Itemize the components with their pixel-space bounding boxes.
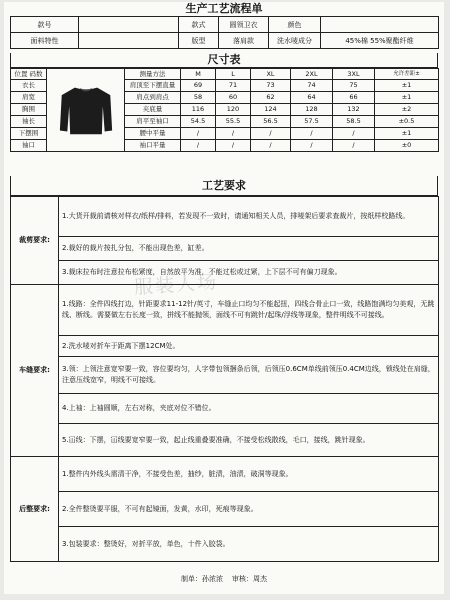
row-value: / xyxy=(333,140,375,152)
style-no-value xyxy=(79,17,179,33)
style-no-label: 款号 xyxy=(11,17,79,33)
maker-label: 制单： xyxy=(181,575,203,583)
row-value: 128 xyxy=(291,104,333,116)
row-value: 75 xyxy=(333,80,375,92)
style-label: 款式 xyxy=(179,17,219,33)
size-col-2xl: 2XL xyxy=(291,69,333,80)
requirement-item: 3.包装要求：整烫好，对折平放，单色，十件入胶袋。 xyxy=(59,527,439,562)
requirement-item: 4.上袖：上袖圆顺，左右对称，夹底对位不错位。 xyxy=(59,394,439,424)
row-value: 57.5 xyxy=(291,116,333,128)
row-value: / xyxy=(181,140,216,152)
row-value: / xyxy=(181,128,216,140)
style-value: 圆领卫衣 xyxy=(219,17,269,33)
corner-left-label: 位置 xyxy=(14,69,28,78)
row-value: 74 xyxy=(291,80,333,92)
requirement-item: 2.洗水唛对折车于距离下摆12CM处。 xyxy=(59,336,439,357)
row-tolerance: ±1 xyxy=(375,80,439,92)
row-value: 58.5 xyxy=(333,116,375,128)
row-method: 袖口平量 xyxy=(125,140,181,152)
fit-label: 版型 xyxy=(179,33,219,49)
requirement-item: 1.大货开裁前请核对样衣/纸样/排料，若发现不一致时，请通知相关人员，排唛架后要求查裁片，按纸样校路线。 xyxy=(59,197,439,237)
row-value: / xyxy=(251,140,291,152)
row-tolerance: ±2 xyxy=(375,104,439,116)
reviewer-label: 审核： xyxy=(231,575,253,583)
cutting-category: 裁剪要求: xyxy=(11,197,59,285)
row-part: 肩宽 xyxy=(11,92,47,104)
row-method: 肩顶至下摆直量 xyxy=(125,80,181,92)
row-value: / xyxy=(291,140,333,152)
maker-name: 孙浓浓 xyxy=(202,575,224,583)
garment-image-cell xyxy=(47,69,125,152)
requirement-item: 3.裁床拉布时注意拉布松紧度，自然放平为准，不能过松或过紧，上下层不可有偏刀现象。 xyxy=(59,261,439,285)
row-value: 55.5 xyxy=(216,116,251,128)
row-value: / xyxy=(291,128,333,140)
requirements-heading: 工艺要求 xyxy=(10,176,438,196)
row-value: / xyxy=(216,140,251,152)
row-value: 132 xyxy=(333,104,375,116)
row-part: 袖长 xyxy=(11,116,47,128)
row-value: 54.5 xyxy=(181,116,216,128)
requirement-item: 5.冚线：下摆，冚线要宽窄要一致，起止线重叠要准确，不接受松线散线，毛口，接线，跳针现象。 xyxy=(59,424,439,457)
row-part: 袖口 xyxy=(11,140,47,152)
row-method: 肩点到肩点 xyxy=(125,92,181,104)
requirement-item: 1.整件内外线头需清干净，不接受色差，抽纱，脏渍，油渍，破洞等现象。 xyxy=(59,457,439,492)
info-table xyxy=(10,16,439,49)
row-value: 124 xyxy=(251,104,291,116)
row-value: / xyxy=(333,128,375,140)
row-tolerance: ±1 xyxy=(375,128,439,140)
size-col-l: L xyxy=(216,69,251,80)
row-method: 腰中平量 xyxy=(125,128,181,140)
row-value: / xyxy=(216,128,251,140)
color-label: 颜色 xyxy=(269,17,321,33)
requirement-item: 2.全件整烫要平服，不可有起镜面，发黄，水印，死痕等现象。 xyxy=(59,492,439,527)
row-value: 69 xyxy=(181,80,216,92)
tolerance-label: 允许差距± xyxy=(375,69,439,80)
requirement-item: 3.领：上领注意宽窄要一致，容位要均匀，人字带包领捆条后领，后领压0.6CM单线前领压0.4CM边线，锁线处在肩缝，注意压线宽窄，明线不可接线。 xyxy=(59,357,439,394)
requirement-item: 1.线路：全件四线打边，针距要求11-12针/英寸，车缝止口均匀不能起扭，四线合骨止口一致，线路饱满均匀美观，无跳线、断线。需要做左右长度一致，拼线不能抛领，面线不可有跳针/起珠/浮线等现象，整件明线不可接线。 xyxy=(59,285,439,336)
row-value: 66 xyxy=(333,92,375,104)
fabric-value xyxy=(79,33,179,49)
requirement-item: 2.裁好的裁片按扎分包，不能出现色差，缸差。 xyxy=(59,237,439,261)
size-col-3xl: 3XL xyxy=(333,69,375,80)
row-value: 56.5 xyxy=(251,116,291,128)
row-value: 73 xyxy=(251,80,291,92)
row-value: 120 xyxy=(216,104,251,116)
size-table xyxy=(10,68,439,152)
row-value: 116 xyxy=(181,104,216,116)
row-value: 71 xyxy=(216,80,251,92)
row-value: 58 xyxy=(181,92,216,104)
fabric-label: 面料特性 xyxy=(11,33,79,49)
row-tolerance: ±1 xyxy=(375,92,439,104)
sweatshirt-illustration xyxy=(58,81,114,139)
wash-value: 45%棉 55%聚酯纤维 xyxy=(321,33,439,49)
corner-right-label: 码数 xyxy=(29,69,43,78)
reviewer-name: 周杰 xyxy=(252,575,267,583)
method-label: 测量方法 xyxy=(125,69,181,80)
row-value: 60 xyxy=(216,92,251,104)
size-col-xl: XL xyxy=(251,69,291,80)
row-method: 夹底量 xyxy=(125,104,181,116)
process-sheet xyxy=(4,2,444,594)
row-tolerance: ±0 xyxy=(375,140,439,152)
row-value: / xyxy=(251,128,291,140)
footer xyxy=(4,574,444,584)
size-corner-cell xyxy=(11,69,47,80)
row-part: 胸围 xyxy=(11,104,47,116)
color-value xyxy=(321,17,439,33)
size-table-heading: 尺寸表 xyxy=(10,53,438,68)
sheet-title: 生产工艺流程单 xyxy=(185,2,263,15)
wash-label: 洗水唛成分 xyxy=(269,33,321,49)
row-part: 下摆围 xyxy=(11,128,47,140)
fit-value: 落肩款 xyxy=(219,33,269,49)
requirements-table xyxy=(10,196,439,562)
finishing-category: 后整要求: xyxy=(11,457,59,562)
row-tolerance: ±0.5 xyxy=(375,116,439,128)
watermark: 服装人场 xyxy=(133,271,219,299)
sewing-category: 车缝要求: xyxy=(11,285,59,457)
row-method: 肩平至袖口 xyxy=(125,116,181,128)
size-col-m: M xyxy=(181,69,216,80)
row-value: 62 xyxy=(251,92,291,104)
row-part: 衣长 xyxy=(11,80,47,92)
row-value: 64 xyxy=(291,92,333,104)
